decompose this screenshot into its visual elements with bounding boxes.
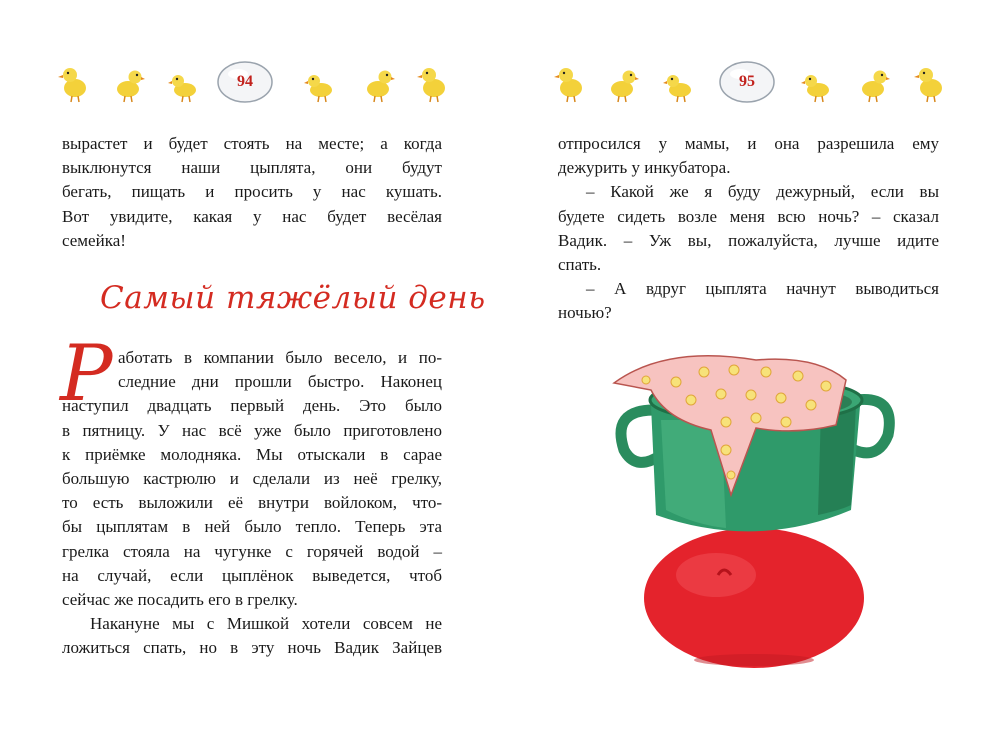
- chick-icon: [913, 62, 947, 104]
- chick-icon: [112, 62, 146, 104]
- page-header-right: [501, 58, 1001, 108]
- dropcap-letter: Р: [60, 334, 113, 414]
- text-line: семейка!: [62, 230, 126, 250]
- text-line: следние дни прошли быстро. Наконец: [118, 372, 442, 392]
- page-number: 94: [237, 73, 253, 90]
- text-line: ночью?: [558, 303, 612, 323]
- red-cauldron: [644, 528, 864, 668]
- text-line: Вот увидите, какая у нас будет весёлая: [62, 206, 442, 226]
- chick-icon: [857, 62, 891, 104]
- text-line: большую кастрюлю и сделали из неё грелку,: [62, 469, 442, 488]
- chick-icon: [553, 62, 587, 104]
- text-line: Накануне мы с Мишкой хотели совсем не: [90, 614, 442, 634]
- text-line: спать.: [558, 255, 602, 275]
- text-line: к приёмке молодняка. Мы отыскали в сарае: [62, 444, 442, 464]
- chick-icon: [57, 62, 91, 104]
- text-line: выклюнутся наши цыплята, они будут: [62, 158, 442, 178]
- pot-on-cauldron-illustration: [606, 350, 906, 670]
- page-header-left: [0, 58, 500, 108]
- chapter-paragraph: [62, 394, 442, 660]
- text-line: – А вдруг цыплята начнут выводиться: [586, 279, 939, 299]
- text-line: Вадик. – Уж вы, пожалуйста, лучше идите: [558, 230, 939, 250]
- left-page: [0, 0, 500, 737]
- text-line: на случай, если цыплёнок выведется, чтоб: [62, 565, 442, 585]
- text-line: грелка стояла на чугунке с горячей водой –: [62, 541, 442, 561]
- text-line: будете сидеть возле меня всю ночь? – сказал: [558, 206, 939, 226]
- chick-icon: [168, 62, 202, 104]
- text-line: отпросился у мамы, и она разрешила ему: [558, 134, 939, 153]
- chick-icon: [416, 62, 450, 104]
- intro-paragraph: [62, 132, 442, 253]
- chick-icon: [362, 62, 396, 104]
- page-number-egg: [718, 60, 776, 104]
- chapter-first-lines: [118, 346, 442, 394]
- text-line: сейчас же посадить его в грелку.: [62, 590, 298, 610]
- right-page: [501, 0, 1001, 737]
- right-text: [558, 132, 939, 326]
- text-line: дежурить у инкубатора.: [558, 158, 731, 178]
- page-number-egg: [216, 60, 274, 104]
- chick-icon: [801, 62, 835, 104]
- text-line: наступил двадцать первый день. Это было: [62, 396, 442, 416]
- chick-icon: [606, 62, 640, 104]
- text-line: бегать, пищать и просить у нас кушать.: [62, 182, 442, 202]
- text-line: аботать в компании было весело, и по-: [118, 348, 442, 367]
- chick-icon: [663, 62, 697, 104]
- text-line: бы цыплятам в ней было тепло. Теперь эта: [62, 517, 442, 537]
- text-line: ложиться спать, но в эту ночь Вадик Зайцев: [62, 638, 442, 658]
- text-line: то есть выложили её внутри войлоком, что-: [62, 493, 442, 513]
- text-line: в пятницу. У нас всё уже было приготовлено: [62, 420, 442, 440]
- chapter-title: Самый тяжёлый день: [100, 280, 486, 316]
- text-line: – Какой же я буду дежурный, если вы: [586, 182, 939, 202]
- page-number: 95: [739, 73, 755, 90]
- chick-icon: [304, 62, 338, 104]
- text-line: вырастет и будет стоять на месте; а когда: [62, 134, 442, 153]
